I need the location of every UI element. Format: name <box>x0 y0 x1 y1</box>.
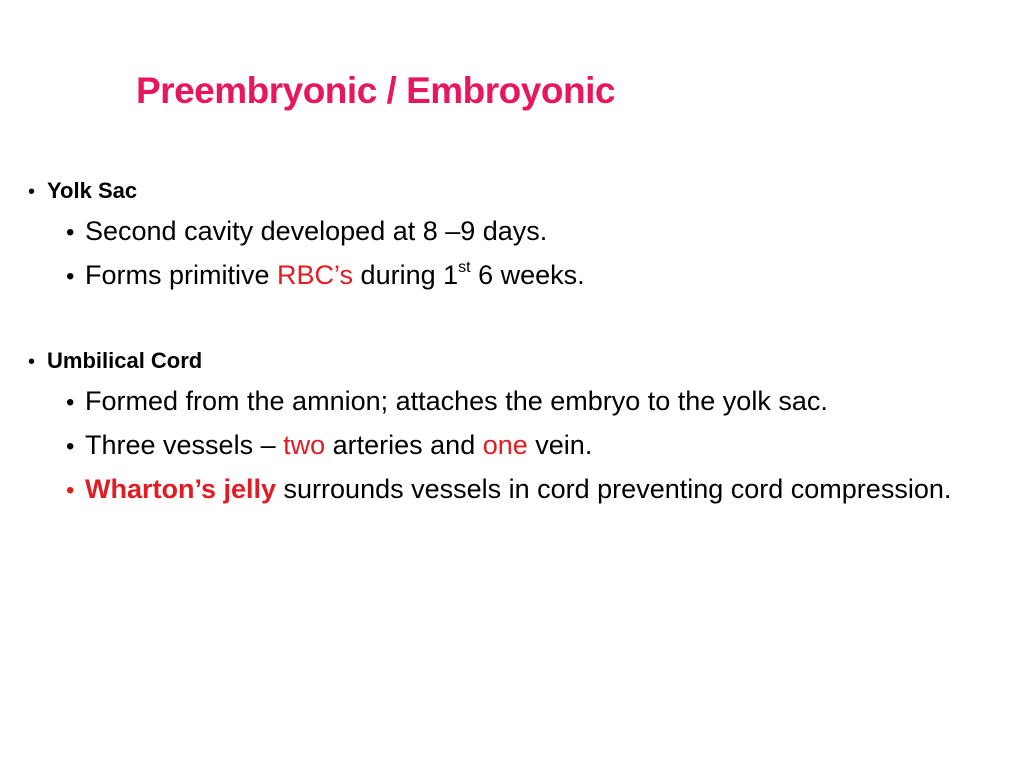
bullet-icon: • <box>66 389 75 416</box>
text-segment: arteries and <box>325 430 483 460</box>
section-umbilical-cord <box>28 346 988 509</box>
bullet-icon: • <box>28 181 36 203</box>
bullet-icon: • <box>66 263 75 290</box>
highlight-whartons-jelly: Wharton’s jelly <box>85 474 277 504</box>
text-segment: Forms primitive <box>85 260 278 290</box>
list-item-text <box>85 471 988 507</box>
heading-label: Umbilical Cord <box>47 348 203 373</box>
highlight-one: one <box>482 430 528 460</box>
list-item <box>66 427 988 465</box>
list-item-text <box>85 257 988 293</box>
list-item <box>66 383 988 421</box>
bullet-icon: • <box>28 351 36 373</box>
bullet-icon: • <box>66 433 75 460</box>
bullet-icon: • <box>66 219 75 246</box>
text-segment: Three vessels – <box>85 430 284 460</box>
list-item <box>66 257 988 295</box>
list-item-text: Second cavity developed at 8 –9 days. <box>85 216 548 246</box>
text-segment: 6 weeks. <box>470 260 585 290</box>
section-yolk-sac <box>28 176 988 295</box>
list-item-text <box>85 427 988 463</box>
text-segment: surrounds vessels in cord preventing cord compression. <box>276 474 952 504</box>
heading-label: Yolk Sac <box>47 178 138 203</box>
text-segment: vein. <box>527 430 593 460</box>
bullet-icon: • <box>66 477 75 504</box>
list-item <box>66 213 988 251</box>
highlight-two: two <box>283 430 326 460</box>
heading-yolk-sac <box>28 176 988 207</box>
list-item-text: Formed from the amnion; attaches the embryo to the yolk sac. <box>85 386 828 416</box>
slide-title: Preembryonic / Embroyonic <box>136 70 615 111</box>
heading-umbilical-cord <box>28 346 988 377</box>
superscript: st <box>458 259 471 276</box>
list-item <box>66 471 988 509</box>
highlight-rbc: RBC’s <box>277 260 354 290</box>
text-segment: during 1 <box>353 260 459 290</box>
